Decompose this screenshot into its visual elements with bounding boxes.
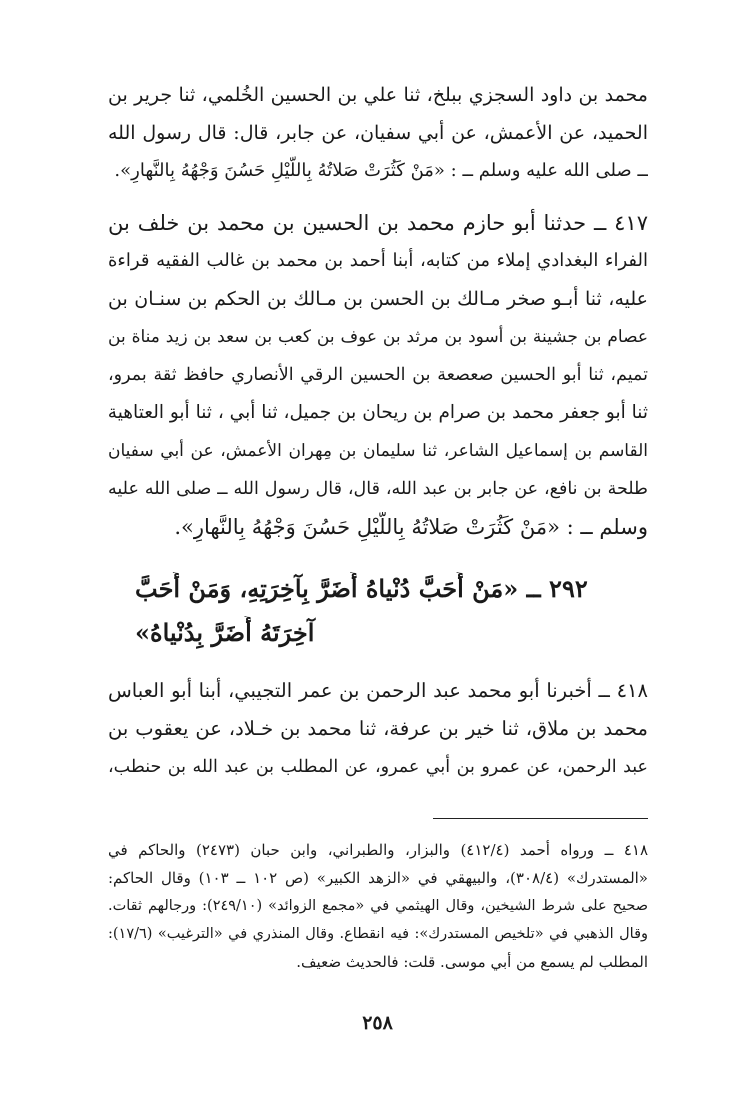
body-line: عليه، ثنا أبـو صخر مـالك بن الحسن بن مـالك بن الحكم بن سنـان بن xyxy=(108,288,648,310)
body-line: ٤١٨ ــ أخبرنا أبو محمد عبد الرحمن بن عمر التجيبي، أبنا أبو العباس xyxy=(108,679,648,702)
page-number: ٢٥٨ xyxy=(362,1012,393,1034)
body-line: ٤١٧ ــ حدثنا أبو حازم محمد بن الحسين بن محمد بن خلف بن xyxy=(108,211,648,235)
body-line: عصام بن جشينة بن أسود بن مرثد بن عوف بن كعب بن سعد بن زيد مناة بن xyxy=(108,327,648,347)
body-line: تميم، ثنا أبو الحسين صعصعة بن الحسين الرقي الأنصاري حافظ ثقة بمرو، xyxy=(108,365,648,385)
body-line: محمد بن داود السجزي ببلخ، ثنا علي بن الحسين الخُلمي، ثنا جرير بن xyxy=(108,84,648,106)
body-line: ــ صلى الله عليه وسلم ــ : «مَنْ كَثُرَتْ صَلاتُهُ بِاللَّيْلِ حَسُنَ وَجْهُهُ بِالنَّهارِ». xyxy=(114,160,648,181)
body-line: طلحة بن نافع، عن جابر بن عبد الله، قال، قال رسول الله ــ صلى الله عليه xyxy=(108,479,648,499)
body-line: الحميد، عن الأعمش، عن أبي سفيان، عن جابر، قال: قال رسول الله xyxy=(108,122,648,144)
footnote-line: ٤١٨ ــ ورواه أحمد (٤١٢/٤) والبزار، والطبراني، وابن حبان (٢٤٧٣) والحاكم في xyxy=(108,841,648,859)
footnote-line: «المستدرك» (٣٠٨/٤)، والبيهقي في «الزهد الكبير» (ص ١٠٢ ــ ١٠٣) وقال الحاكم: xyxy=(108,869,648,887)
section-heading-line: آخِرَتَهُ أَضَرَّ بِدُنْياهُ» xyxy=(135,618,315,647)
body-line: عبد الرحمن، عن عمرو بن أبي عمرو، عن المطلب بن عبد الله بن حنطب، xyxy=(108,757,648,777)
body-line: محمد بن ملاق، ثنا خير بن عرفة، ثنا محمد بن خـلاد، عن يعقوب بن xyxy=(108,717,648,740)
footnote-divider xyxy=(433,818,648,819)
body-line: القاسم بن إسماعيل الشاعر، ثنا سليمان بن مِهران الأعمش، عن أبي سفيان xyxy=(108,441,648,461)
footnote-line: وقال الذهبي في «تلخيص المستدرك»: فيه انقطاع. وقال المنذري في «الترغيب» (١٧/٦): xyxy=(108,926,648,942)
section-heading-line: ٢٩٢ ــ «مَنْ أَحَبَّ دُنْياهُ أَضَرَّ بِآخِرَتِهِ، وَمَنْ أَحَبَّ xyxy=(135,574,588,603)
footnote-line: صحيح على شرط الشيخين، وقال الهيثمي في «مجمع الزوائد» (٢٤٩/١٠): ورجالهم ثقات. xyxy=(108,898,648,914)
footnote-line: المطلب لم يسمع من أبي موسى. قلت: فالحديث ضعيف. xyxy=(296,953,648,971)
body-line: ثنا أبو جعفر محمد بن صرام بن ريحان بن جميل، ثنا أبي ، ثنا أبو العتاهية xyxy=(108,402,648,423)
body-line: وسلم ــ : «مَنْ كَثُرَتْ صَلاتُهُ بِاللَّيْلِ حَسُنَ وَجْهُهُ بِالنَّهارِ». xyxy=(174,515,648,539)
body-line: الفراء البغدادي إملاء من كتابه، أبنا أحمد بن محمد بن غالب الفقيه قراءة xyxy=(108,250,648,271)
